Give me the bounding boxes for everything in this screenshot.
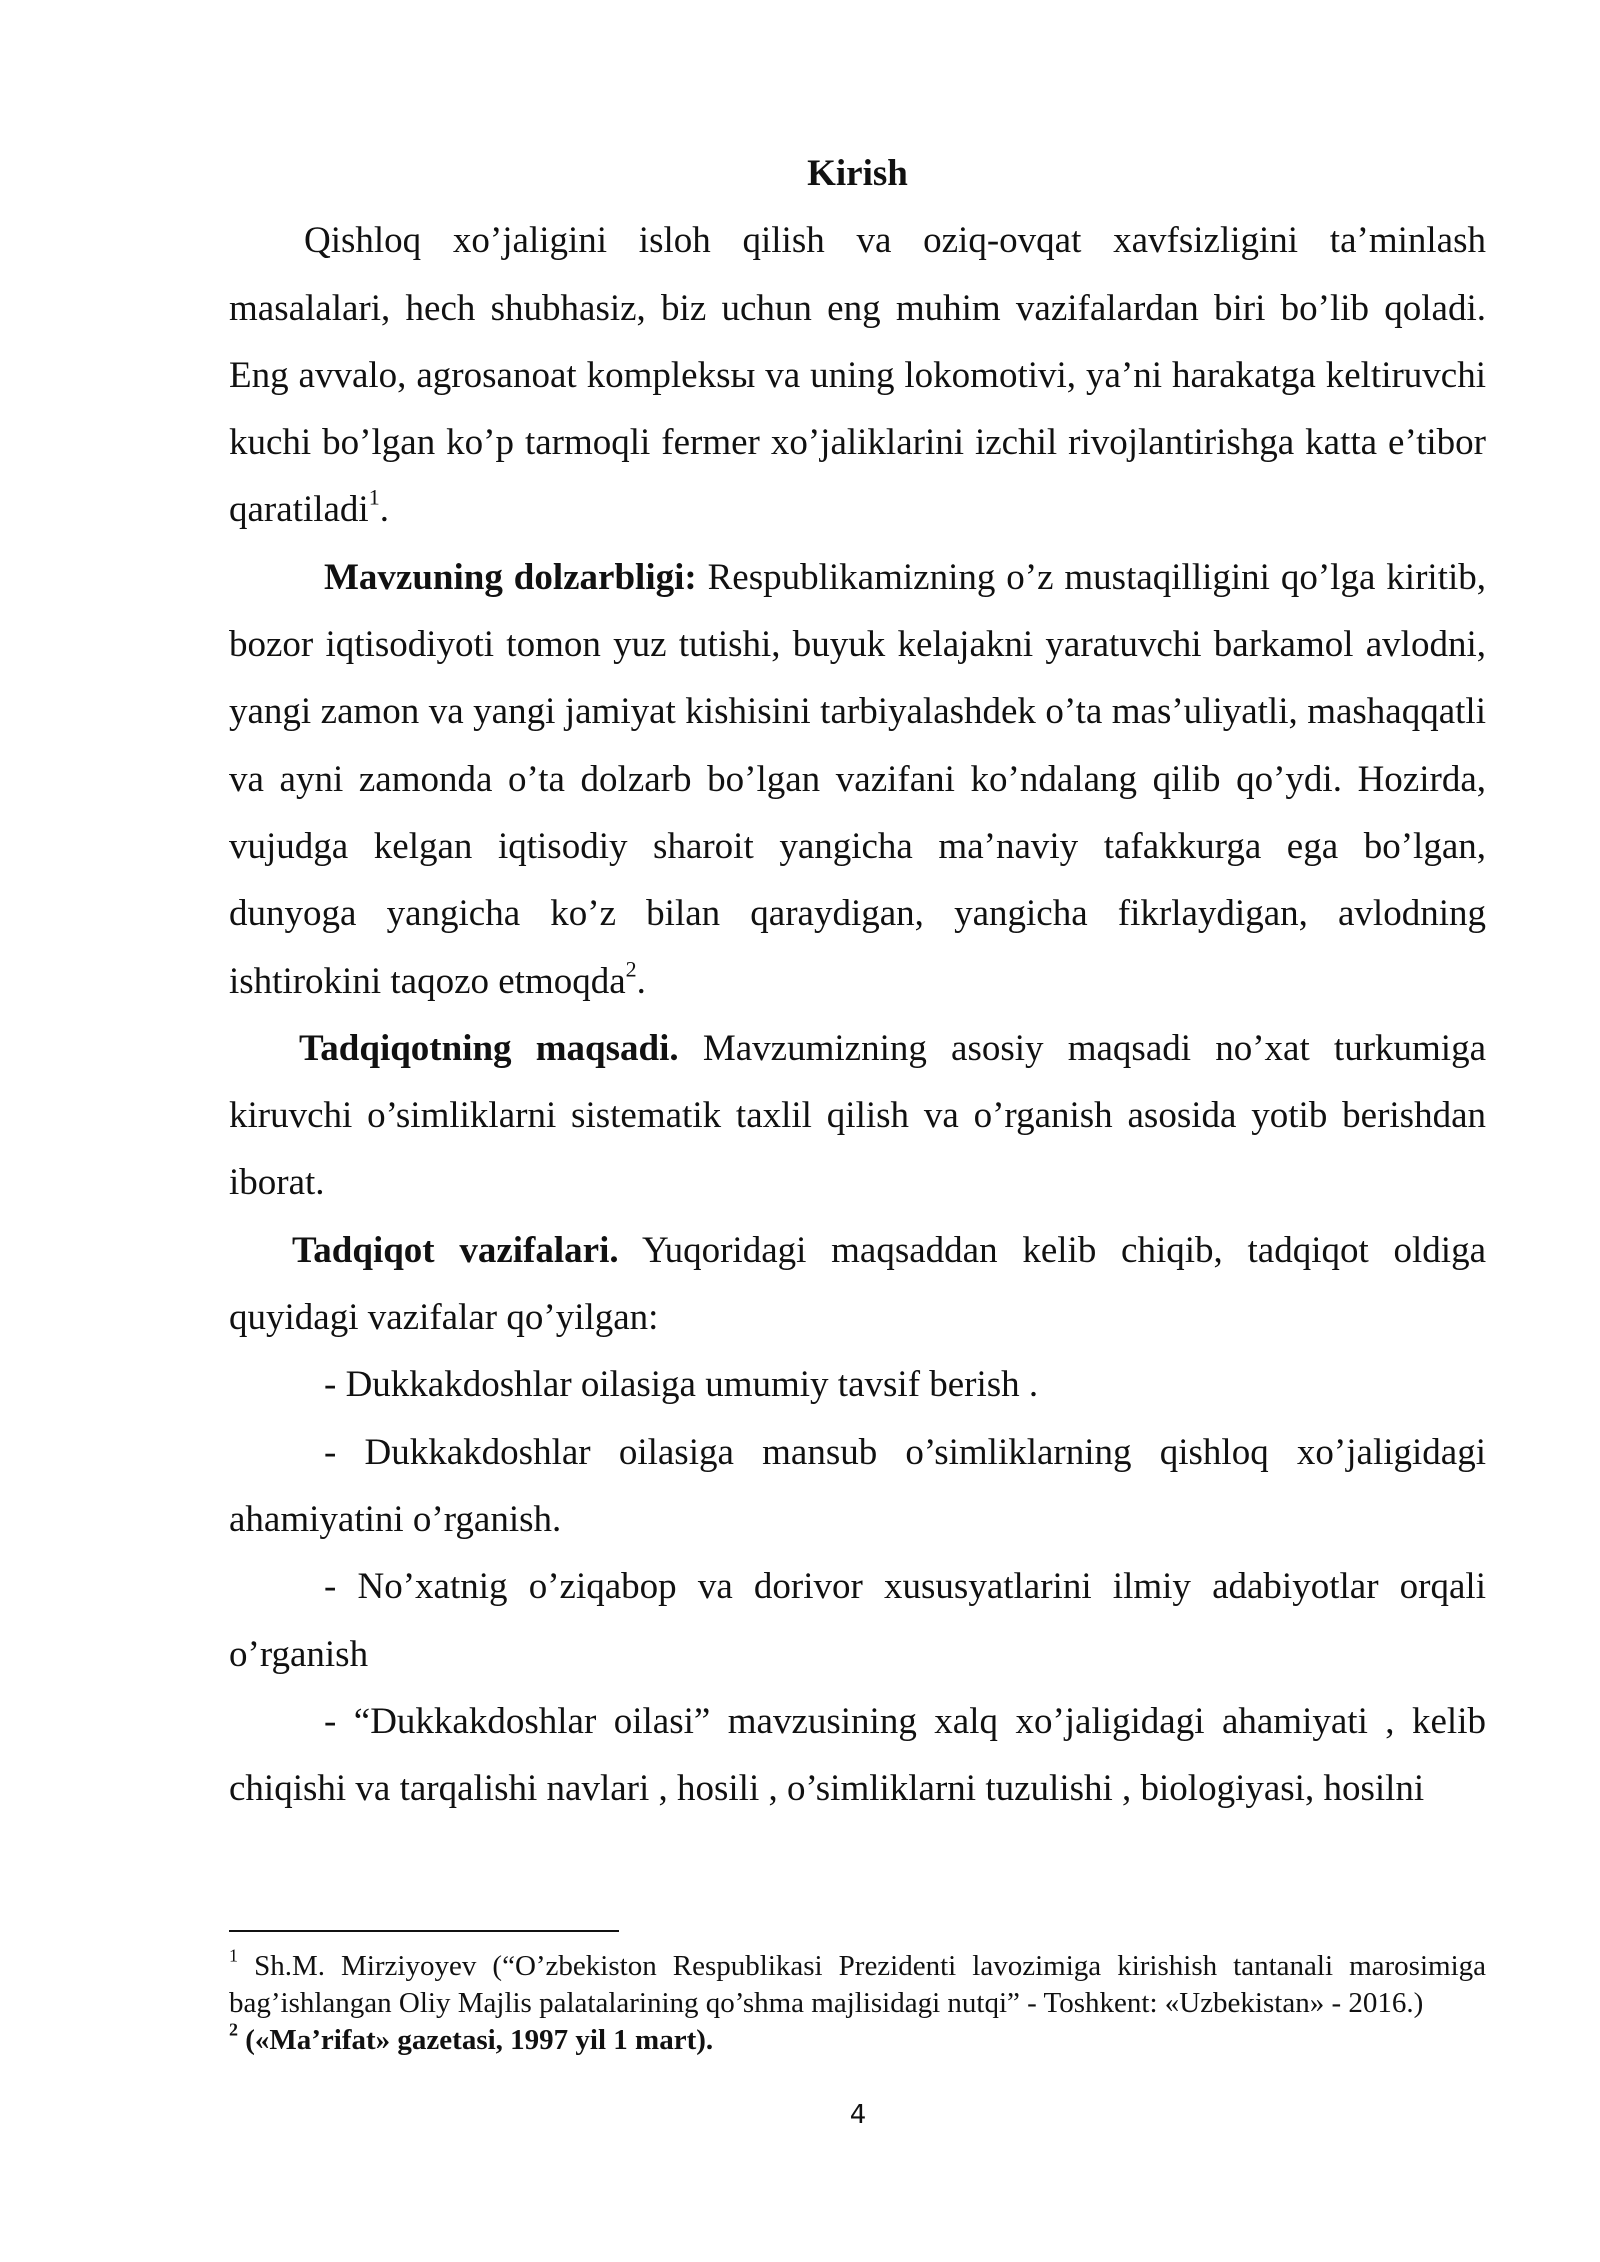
- tasks-heading: Tadqiqot vazifalari.: [292, 1229, 619, 1271]
- footnote-text: Sh.M. Mirziyoyev (“O’zbekiston Respublikasi Prezidenti lavozimiga kirishish tantanali marosimiga bag’ishlangan Oliy Majlis palatalarining qo’shma majlisidagi nutqi” - Toshkent: «Uzbekistan» - 2016.): [229, 1950, 1486, 2019]
- intro-end: .: [379, 489, 389, 531]
- list-item: - “Dukkakdoshlar oilasi” mavzusining xalq xo’jaligidagi ahamiyati , kelib chiqishi va tarqalishi navlari , hosili , o’simliklarni tuzulishi , biologiyasi, hosilni: [229, 1700, 1486, 1810]
- list-item: - Dukkakdoshlar oilasiga umumiy tavsif berish .: [324, 1364, 1039, 1406]
- section-title: Kirish: [807, 153, 908, 194]
- list-item: - Dukkakdoshlar oilasiga mansub o’simliklarning qishloq xo’jaligidagi ahamiyatini o’rganish.: [229, 1431, 1486, 1540]
- page-number: 4: [849, 2100, 867, 2130]
- relevance-end: .: [636, 960, 646, 1002]
- goal-paragraph: [229, 1015, 1486, 1217]
- intro-paragraph: [229, 207, 1486, 543]
- footnote-1: [229, 1945, 1486, 2022]
- tasks-text: Yuqoridagi maqsaddan kelib chiqib, tadqiqot oldiga quyidagi vazifalar qo’yilgan:: [229, 1229, 1487, 1339]
- relevance-text: Respublikamizning o’z mustaqilligini qo’lga kiritib, bozor iqtisodiyoti tomon yuz tutishi, buyuk kelajakni yaratuvchi barkamol avlodni, yangi zamon va yangi jamiyat kishisini tarbiyalashdek o’ta mas’uliyatli, mashaqqatli va ayni zamonda o’ta dolzarb bo’lgan vazifani ko’ndalang qilib qo’ydi. Hozirda, vujudga kelgan iqtisodiy sharoit yangicha ma’naviy tafakkurga ega bo’lgan, dunyoga yangicha ko’z bilan qaraydigan, yangicha fikrlaydigan, avlodning ishtirokini taqozo etmoqda: [229, 556, 1486, 1002]
- intro-text: Qishloq xo’jaligini isloh qilish va oziq-ovqat xavfsizligini ta’minlash masalalari, hech shubhasiz, biz uchun eng muhim vazifalardan biri bo’lib qoladi. Eng avvalo, agrosanoat kompleksы va uning lokomotivi, ya’ni harakatga keltiruvchi kuchi bo’lgan ko’p tarmoqli fermer xo’jaliklarini izchil rivojlantirishga katta e’tibor qaratiladi: [229, 220, 1486, 531]
- list-item: - No’xatnig o’ziqabop va dorivor xususyatlarini ilmiy adabiyotlar orqali o’rganish: [229, 1566, 1486, 1675]
- tasks-paragraph: [229, 1217, 1486, 1352]
- footnotes: [229, 1945, 1486, 2059]
- footnote-text: («Ma’rifat» gazetasi, 1997 yil 1 mart).: [238, 2024, 714, 2056]
- goal-heading: Tadqiqotning maqsadi.: [299, 1027, 679, 1069]
- footnote-separator: [229, 1930, 619, 1932]
- footnote-number: 1: [229, 1945, 238, 1966]
- relevance-paragraph: [229, 544, 1486, 1015]
- goal-text: Mavzumizning asosiy maqsadi no’xat turkumiga kiruvchi o’simliklarni sistematik taxlil qilish va o’rganish asosida yotib berishdan iborat.: [229, 1027, 1486, 1204]
- footnote-ref-2: 2: [625, 956, 637, 982]
- footnote-number: 2: [229, 2019, 238, 2040]
- footnote-ref-1: 1: [368, 484, 380, 510]
- document-body: [229, 140, 1486, 1822]
- footnote-2: [229, 2019, 1486, 2059]
- relevance-heading: Mavzuning dolzarbligi:: [324, 556, 697, 598]
